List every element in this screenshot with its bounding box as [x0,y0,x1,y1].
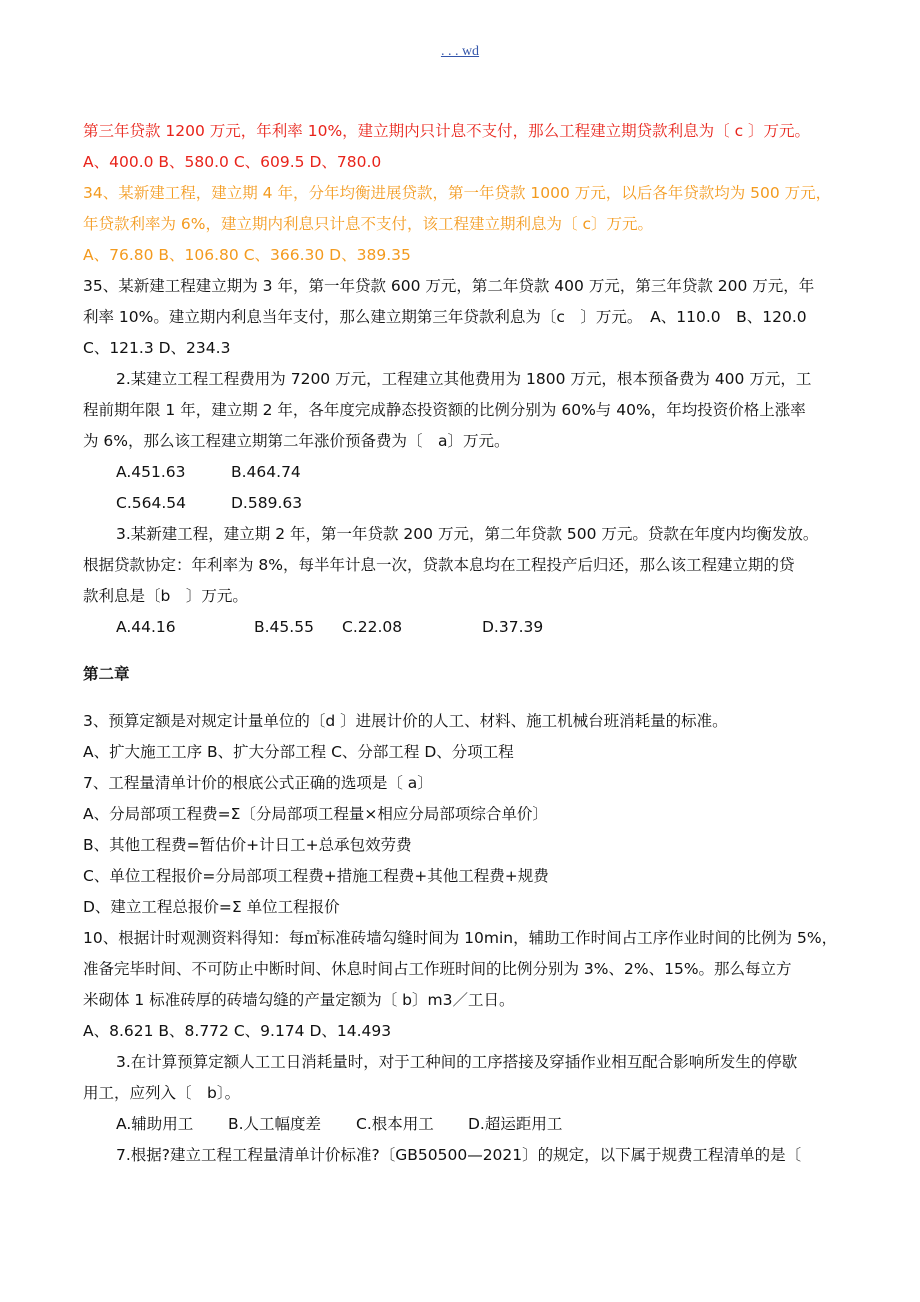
choice-option: B.人工幅度差 [228,1115,322,1133]
choice-option: D.589.63 [231,494,303,512]
text-line: 34、某新建工程，建立期 4 年，分年均衡进展贷款，第一年贷款 1000 万元，以后各年贷款均为 500 万元， [83,184,832,202]
choice-row [83,612,873,643]
chapter-title: 第二章 [83,665,130,683]
text-line: A、扩大施工工序 B、扩大分部工程 C、分部工程 D、分项工程 [83,743,514,761]
choice-option: C.根本用工 [356,1115,434,1133]
text-line: C、单位工程报价=分局部项工程费+措施工程费+其他工程费+规费 [83,867,549,885]
text-line: 准备完毕时间、不可防止中断时间、休息时间占工作班时间的比例分别为 3%、2%、15%。那么每立方 [83,960,792,978]
text-line: A、400.0 B、580.0 C、609.5 D、780.0 [83,153,382,171]
text-line: A、76.80 B、106.80 C、366.30 D、389.35 [83,246,411,264]
text-line: 根据贷款协定：年利率为 8%，每半年计息一次，贷款本息均在工程投产后归还，那么该工程建立期的贷 [83,556,795,574]
text-line: 程前期年限 1 年，建立期 2 年，各年度完成静态投资额的比例分别为 60%与 40%，年均投资价格上涨率 [83,401,806,419]
text-line: 7.根据?建立工程工程量清单计价标准?〔GB50500—2021〕的规定，以下属于规费工程清单的是〔 [116,1146,802,1164]
text-line: 用工，应列入〔 b〕。 [83,1084,241,1102]
choice-option: B.464.74 [231,463,301,481]
text-line: A、8.621 B、8.772 C、9.174 D、14.493 [83,1022,392,1040]
choice-row [83,488,873,519]
choice-option: C.22.08 [342,618,403,636]
text-line: 米砌体 1 标准砖厚的砖墙勾缝的产量定额为〔 b〕m3／工日。 [83,991,515,1009]
text-line: 利率 10%。建立期内利息当年支付，那么建立期第三年贷款利息为〔c 〕万元。 A、110.0 B、120.0 [83,308,807,326]
text-line: 10、根据计时观测资料得知：每㎡标准砖墙勾缝时间为 10min，辅助工作时间占工序作业时间的比例为 5%， [83,929,838,947]
choice-option: A.451.63 [116,463,186,481]
text-line: D、建立工程总报价=Σ 单位工程报价 [83,898,340,916]
text-line: 第三年贷款 1200 万元，年利率 10%，建立期内只计息不支付，那么工程建立期贷款利息为〔 c 〕万元。 [83,122,811,140]
document-body [83,116,873,1171]
text-line: 3、预算定额是对规定计量单位的〔d 〕进展计价的人工、材料、施工机械台班消耗量的标准。 [83,712,728,730]
text-line: 2.某建立工程工程费用为 7200 万元，工程建立其他费用为 1800 万元，根本预备费为 400 万元，工 [116,370,812,388]
choice-option: A.44.16 [116,618,176,636]
choice-row [83,457,873,488]
choice-row [83,1109,873,1140]
choice-option: D.超运距用工 [468,1115,563,1133]
text-line: 年贷款利率为 6%，建立期内利息只计息不支付，该工程建立期利息为〔 c〕万元。 [83,215,653,233]
choice-option: C.564.54 [116,494,186,512]
text-line: 为 6%，那么该工程建立期第二年涨价预备费为〔 a〕万元。 [83,432,510,450]
choice-option: A.辅助用工 [116,1115,194,1133]
text-line: 7、工程量清单计价的根底公式正确的选项是〔 a〕 [83,774,433,792]
text-line: A、分局部项工程费=Σ〔分局部项工程量×相应分局部项综合单价〕 [83,805,548,823]
text-line: 款利息是〔b 〕万元。 [83,587,248,605]
text-line: B、其他工程费=暂估价+计日工+总承包效劳费 [83,836,412,854]
text-line: 3.在计算预算定额人工工日消耗量时，对于工种间的工序搭接及穿插作业相互配合影响所发生的停歇 [116,1053,798,1071]
text-line: 3.某新建工程，建立期 2 年，第一年贷款 200 万元，第二年贷款 500 万元。贷款在年度内均衡发放。 [116,525,819,543]
text-line: C、121.3 D、234.3 [83,339,231,357]
header-mark: . . . wd [440,44,480,59]
choice-option: D.37.39 [482,618,544,636]
text-line: 35、某新建工程建立期为 3 年，第一年贷款 600 万元，第二年贷款 400 万元，第三年贷款 200 万元，年 [83,277,815,295]
choice-option: B.45.55 [254,618,314,636]
